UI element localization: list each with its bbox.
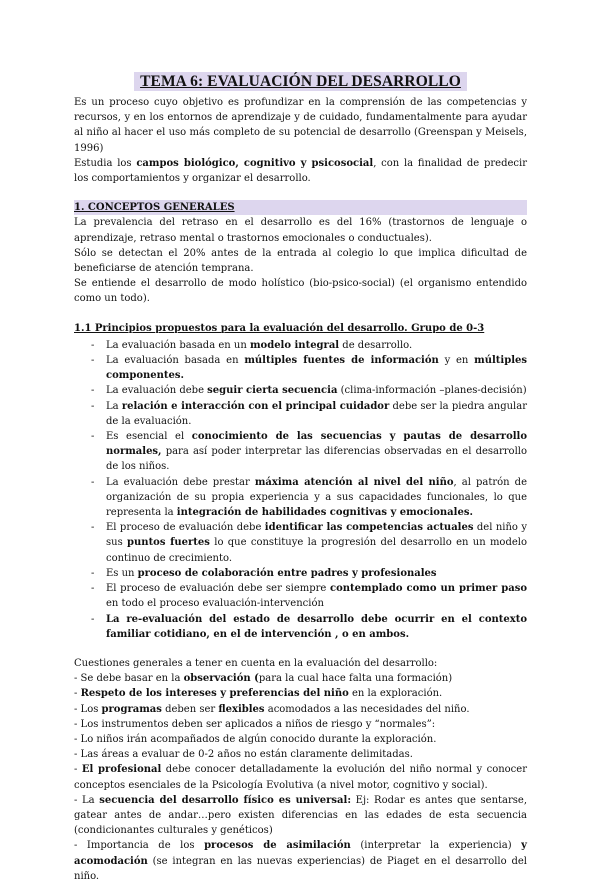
text-run: deben ser bbox=[161, 703, 219, 715]
text-run: (interpretar la experiencia) bbox=[350, 840, 522, 852]
text-run: acomodados a las necesidades del niño. bbox=[264, 703, 470, 715]
text-run: - bbox=[74, 764, 82, 776]
bold-text-run: programas bbox=[101, 703, 162, 715]
text-run: del niño y sus bbox=[106, 522, 527, 549]
question-line bbox=[74, 793, 527, 839]
intro-block bbox=[74, 95, 527, 186]
text-run: Estudia los bbox=[74, 157, 137, 169]
text-run: lo que constituye la progresión del desarrollo en un modelo continuo de crecimiento. bbox=[106, 537, 527, 564]
question-line bbox=[74, 671, 527, 686]
bold-text-run: observación ( bbox=[183, 673, 259, 685]
body-paragraph bbox=[74, 276, 527, 306]
section-heading: 1. CONCEPTOS GENERALES bbox=[74, 200, 527, 215]
list-item bbox=[74, 581, 527, 611]
bold-text-run: máxima atención al nivel del niño bbox=[254, 476, 454, 488]
text-run: , al patrón de organización de su propia experiencia y a sus capacidades funcionales, lo que representa la bbox=[106, 476, 527, 519]
text-run: (se integran en las nuevas experiencias) de Piaget en el desarrollo del niño. bbox=[74, 855, 527, 882]
text-run: La evaluación basada en un bbox=[106, 339, 250, 351]
text-run: - Se debe basar en la bbox=[74, 673, 184, 685]
bold-text-run: identificar las competencias actuales bbox=[264, 522, 474, 534]
questions-lead: Cuestiones generales a tener en cuenta en la evaluación del desarrollo: bbox=[74, 657, 438, 669]
document-title: TEMA 6: EVALUACIÓN DEL DESARROLLO bbox=[134, 72, 467, 91]
bold-text-run: campos biológico, cognitivo y psicosocial bbox=[136, 157, 374, 169]
bold-text-run: y acomodación bbox=[74, 840, 527, 867]
questions-block bbox=[74, 656, 527, 884]
bold-text-run: múltiples componentes. bbox=[106, 355, 528, 382]
text-run: Sólo se detectan el 20% antes de la entrada al colegio lo que implica dificultad de beneficiarse de atención temprana. bbox=[74, 247, 527, 275]
text-run: La prevalencia del retraso en el desarrollo es del 16% (trastornos de lenguaje o aprendizaje, retraso mental o trastornos emocionales o conductuales). bbox=[74, 217, 527, 244]
text-run: Es un proceso cuyo objetivo es profundizar en la comprensión de las competencias y recursos, y en los entornos de aprendizaje y de cuidado, fundamentalmente para ayudar al niño al hacer el uso más completo de su potencial de desarrollo (Greenspan y Meisels, 1996) bbox=[74, 97, 527, 154]
bold-text-run: puntos fuertes bbox=[127, 537, 210, 549]
document-page bbox=[74, 72, 527, 884]
bold-text-run: El profesional bbox=[81, 764, 162, 776]
text-run: para así poder interpretar las diferencias observadas en el desarrollo de los niños. bbox=[106, 446, 527, 473]
text-run: Es esencial el bbox=[106, 431, 192, 443]
text-run: - Las áreas a evaluar de 0-2 años no están claramente delimitadas. bbox=[74, 749, 413, 761]
question-line bbox=[74, 717, 527, 732]
bold-text-run: relación e interacción con el principal cuidador bbox=[121, 400, 390, 412]
bold-text-run: secuencia del desarrollo físico es universal: bbox=[99, 794, 352, 806]
text-run: - La bbox=[74, 794, 100, 806]
text-run: - Lo niños irán acompañados de algún conocido durante la exploración. bbox=[74, 733, 437, 745]
text-run: en la exploración. bbox=[348, 688, 443, 700]
question-line bbox=[74, 762, 527, 792]
bold-text-run: proceso de colaboración entre padres y profesionales bbox=[137, 567, 437, 579]
principles-list bbox=[74, 338, 527, 642]
section-1-body bbox=[74, 215, 527, 306]
bold-text-run: seguir cierta secuencia bbox=[207, 385, 338, 397]
list-item bbox=[74, 612, 527, 642]
question-line bbox=[74, 747, 527, 762]
text-run: Se entiende el desarrollo de modo holístico (bio-psico-social) (el organismo entendido como un todo). bbox=[74, 278, 527, 305]
body-paragraph bbox=[74, 246, 527, 276]
text-run: - bbox=[74, 688, 81, 700]
text-run: La evaluación debe prestar bbox=[106, 476, 255, 488]
text-run: , con la finalidad de predecir los comportamientos y organizar el desarrollo. bbox=[74, 157, 527, 185]
list-item bbox=[74, 383, 527, 398]
text-run: y en bbox=[438, 355, 475, 367]
question-line bbox=[74, 686, 527, 701]
list-item bbox=[74, 338, 527, 353]
text-run: Ej: Rodar es antes que sentarse, gatear antes de andar…pero existen diferencias en las edades de esta secuencia (condicionantes culturales y genéticos) bbox=[74, 794, 528, 837]
text-run: - Importancia de los bbox=[74, 840, 205, 852]
text-run: La evaluación basada en bbox=[106, 355, 245, 367]
list-item bbox=[74, 399, 527, 429]
text-run: en todo el proceso evaluación-intervención bbox=[106, 598, 324, 610]
text-run: - Los bbox=[74, 703, 102, 715]
bold-text-run: Respeto de los intereses y preferencias del niño bbox=[80, 688, 349, 700]
subsection-heading: 1.1 Principios propuestos para la evaluación del desarrollo. Grupo de 0-3 bbox=[74, 322, 485, 334]
list-item bbox=[74, 520, 527, 566]
intro-paragraph bbox=[74, 95, 527, 156]
body-paragraph bbox=[74, 215, 527, 245]
text-run: para la cual hace falta una formación) bbox=[258, 673, 453, 685]
text-run: debe ser la piedra angular de la evaluación. bbox=[106, 400, 527, 427]
question-line bbox=[74, 702, 527, 717]
bold-text-run: conocimiento de las secuencias y pautas de desarrollo normales, bbox=[106, 431, 528, 458]
text-run: debe conocer detalladamente la evolución del niño normal y conocer conceptos esenciales de la Psicología Evolutiva (a nivel motor, cognitivo y social). bbox=[74, 764, 527, 791]
bold-text-run: múltiples fuentes de información bbox=[244, 355, 439, 367]
bold-text-run: contemplado como un primer paso bbox=[330, 583, 527, 595]
text-run: La bbox=[106, 400, 122, 412]
intro-paragraph bbox=[74, 156, 527, 186]
text-run: - Los instrumentos deben ser aplicados a niños de riesgo y “normales”: bbox=[74, 718, 436, 730]
bold-text-run: modelo integral bbox=[249, 339, 340, 351]
text-run: Es un bbox=[106, 567, 138, 579]
bold-text-run: flexibles bbox=[218, 703, 265, 715]
text-run: (clima-información –planes-decisión) bbox=[337, 385, 527, 397]
list-item bbox=[74, 429, 527, 475]
list-item bbox=[74, 475, 527, 521]
text-run: de desarrollo. bbox=[339, 339, 413, 351]
bold-text-run: procesos de asimilación bbox=[204, 840, 351, 852]
list-item bbox=[74, 353, 527, 383]
question-line bbox=[74, 838, 527, 884]
list-item bbox=[74, 566, 527, 581]
bold-text-run: integración de habilidades cognitivas y emocionales. bbox=[176, 507, 473, 519]
text-run: El proceso de evaluación debe ser siempre bbox=[106, 583, 331, 595]
document-title-wrap bbox=[74, 72, 527, 91]
question-line bbox=[74, 732, 527, 747]
text-run: El proceso de evaluación debe bbox=[106, 522, 265, 534]
text-run: La evaluación debe bbox=[106, 385, 208, 397]
bold-text-run: La re-evaluación del estado de desarrollo debe ocurrir en el contexto familiar cotidiano, en el de intervención , o en ambos. bbox=[106, 613, 527, 640]
